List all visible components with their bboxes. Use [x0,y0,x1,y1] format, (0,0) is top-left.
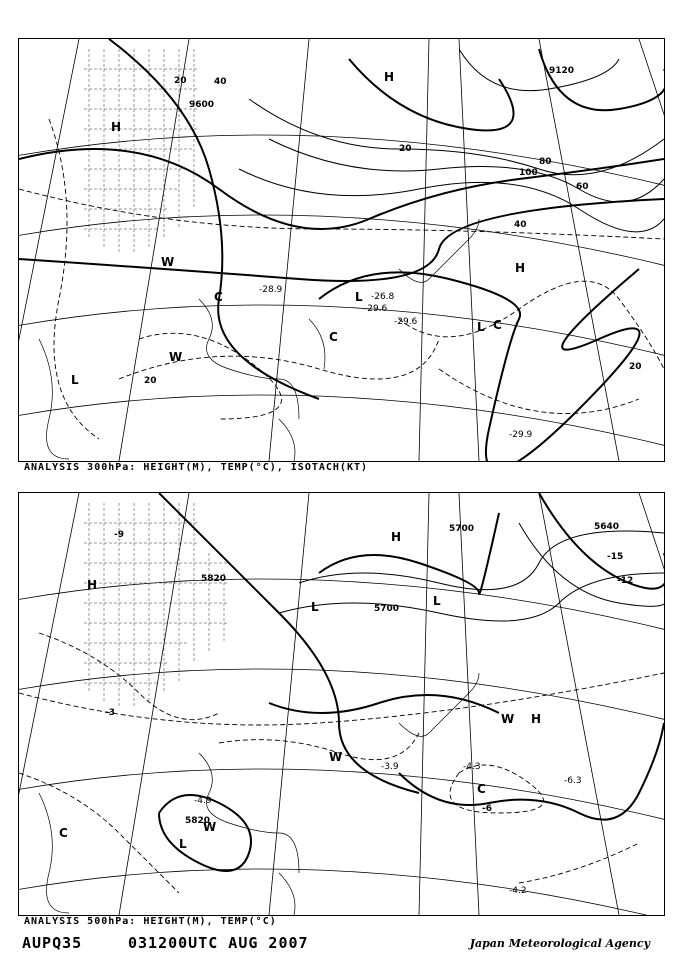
pressure-label: W [203,820,217,834]
map-panel-300hpa [18,38,665,462]
graticule [19,39,664,461]
temperature-contours [19,119,664,439]
pressure-label: L [179,837,187,851]
pressure-label: C [59,826,68,840]
contour-label: 5640 [594,522,620,532]
contour-label: 100 [519,168,538,178]
pressure-label: L [71,373,79,387]
pressure-label: C [329,330,338,344]
contour-label: 40 [214,77,227,87]
pressure-label: C [493,318,502,332]
coastlines [39,219,479,461]
contour-label: -6 [482,804,492,814]
pressure-label: W [329,750,343,764]
pressure-label: H [515,261,526,275]
station-value: -29.6 [394,317,418,327]
pressure-label: L [311,600,319,614]
station-value: -6.3 [564,776,582,786]
contour-label: 9120 [549,66,575,76]
isotach-contours [239,49,664,232]
pressure-label: C [214,290,223,304]
contour-label: 20 [399,144,412,154]
chart-identifier: AUPQ35 [22,934,83,952]
pressure-label: H [87,578,98,592]
pressure-label: L [433,594,441,608]
pressure-label: W [501,712,515,726]
contour-label: 80 [539,157,552,167]
caption-500hpa: ANALYSIS 500hPa: HEIGHT(M), TEMP(°C) [24,916,277,927]
height-contours [159,493,664,871]
station-value: -4.3 [463,762,481,772]
station-value: -3.9 [381,762,399,772]
pressure-label: H [531,712,542,726]
contour-label: 5820 [185,816,211,826]
contour-label: -3 [105,708,115,718]
contour-label: 40 [514,220,527,230]
map-300hpa-svg [19,39,664,461]
contour-label: 9600 [189,100,215,110]
station-value: -28.9 [259,285,283,295]
contour-label: 20 [144,376,157,386]
agency-name: Japan Meteorological Agency [469,937,650,950]
contour-label: 5700 [374,604,400,614]
map-panel-500hpa [18,492,665,916]
pressure-label: L [355,290,363,304]
contour-labels [105,522,633,826]
caption-300hpa: ANALYSIS 300hPa: HEIGHT(M), TEMP(°C), ISOTACH(KT) [24,462,369,473]
height-contours [19,39,664,461]
contour-label: 5700 [449,524,475,534]
valid-time: 031200UTC AUG 2007 [128,934,309,952]
contour-label: 20 [174,76,187,86]
contour-label: -9 [114,530,124,540]
map-500hpa-svg [19,493,664,915]
contour-label: 20 [629,362,642,372]
station-value: -4.9 [194,796,212,806]
pressure-label: H [391,530,402,544]
pressure-label: L [477,320,485,334]
station-value: -29.6 [364,304,388,314]
pressure-label: C [477,782,486,796]
station-value: -4.2 [509,886,527,896]
contour-label: 5820 [201,574,227,584]
pressure-label: H [384,70,395,84]
pressure-label: W [161,255,175,269]
pressure-label: H [111,120,122,134]
graticule [19,493,664,915]
contour-label: -15 [607,552,624,562]
pressure-label: W [169,350,183,364]
station-value: -26.8 [371,292,395,302]
contour-label: 60 [576,182,589,192]
contour-label: -12 [617,576,634,586]
station-value: -29.9 [509,430,533,440]
